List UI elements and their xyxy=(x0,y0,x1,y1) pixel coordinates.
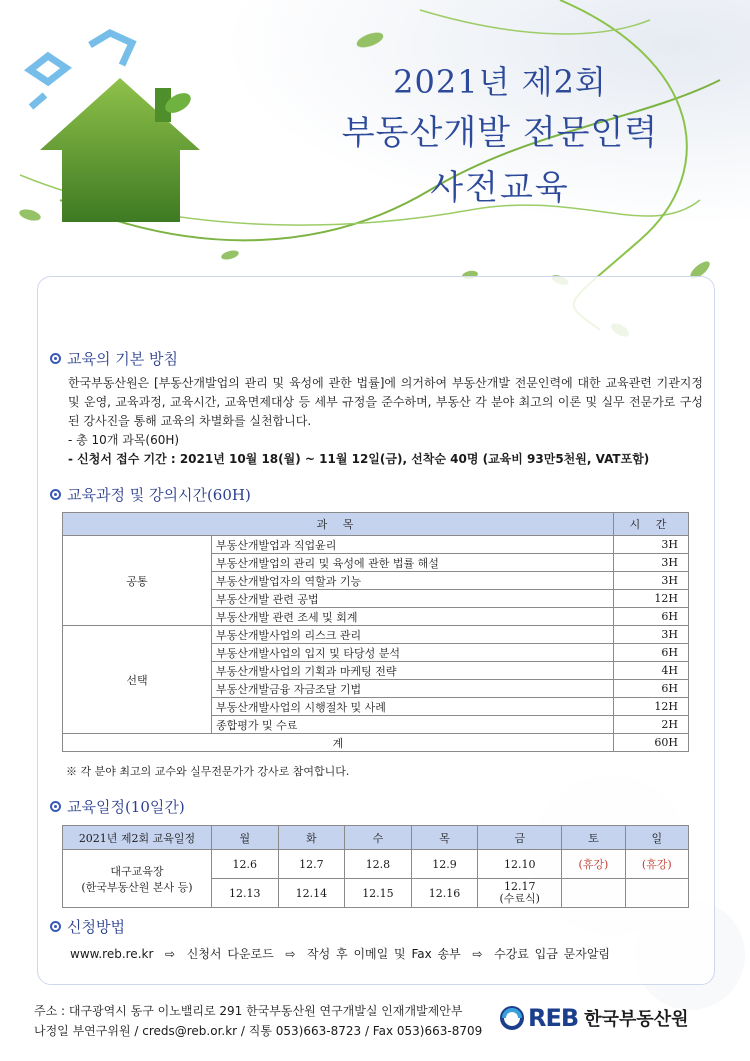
date-cell: 12.14 xyxy=(278,879,345,908)
total-label: 계 xyxy=(63,734,614,752)
hours-cell: 6H xyxy=(614,608,689,626)
course-table xyxy=(62,512,689,752)
hours-cell: 3H xyxy=(614,554,689,572)
title-line1: 2021년 제2회 xyxy=(393,63,607,101)
category-cell: 공통 xyxy=(63,536,212,626)
header-subject: 과 목 xyxy=(63,513,614,536)
footer-contact xyxy=(34,1001,482,1041)
date-cell: 12.9 xyxy=(411,850,478,879)
date-cell: 12.7 xyxy=(278,850,345,879)
footer-contact-info: 나정일 부연구위원 / creds@reb.or.kr / 직통 053)663-8723 / Fax 053)663-8709 xyxy=(34,1024,483,1038)
footer-address: 주소 : 대구광역시 동구 이노밸리로 291 한국부동산원 연구개발실 인재개발제안부 xyxy=(34,1004,463,1018)
rest-cell: (휴강) xyxy=(625,850,688,879)
table-row xyxy=(63,536,689,554)
apply-step: 작성 후 이메일 및 Fax 송부 xyxy=(307,947,461,961)
apply-step: 신청서 다운로드 xyxy=(186,947,274,961)
bullet-icon xyxy=(50,489,61,500)
policy-item: - 총 10개 과목(60H) xyxy=(68,433,180,447)
location-cell: 대구교육장 (한국부동산원 본사 등) xyxy=(63,850,212,908)
subject-cell: 부동산개발업과 직업윤리 xyxy=(212,536,614,554)
day-header: 수 xyxy=(345,826,412,850)
day-header: 토 xyxy=(562,826,625,850)
hours-cell: 3H xyxy=(614,626,689,644)
section-heading-schedule: 교육일정(10일간) xyxy=(50,796,185,817)
section-heading-policy: 교육의 기본 방침 xyxy=(50,348,178,369)
day-header: 월 xyxy=(212,826,279,850)
section-heading-course: 교육과정 및 강의시간(60H) xyxy=(50,484,251,505)
total-row xyxy=(63,734,689,752)
day-header: 일 xyxy=(625,826,688,850)
schedule-header-label: 2021년 제2회 교육일정 xyxy=(63,826,212,850)
title-line3: 사전교육 xyxy=(430,168,570,208)
bullet-icon xyxy=(50,801,61,812)
arrow-icon: ⇨ xyxy=(165,947,176,961)
subject-cell: 종합평가 및 수료 xyxy=(212,716,614,734)
date-cell: 12.15 xyxy=(345,879,412,908)
subject-cell: 부동산개발금융 자금조달 기법 xyxy=(212,680,614,698)
hours-cell: 12H xyxy=(614,590,689,608)
subject-cell: 부동산개발업의 관리 및 육성에 관한 법률 해설 xyxy=(212,554,614,572)
policy-paragraph: 한국부동산원은 [부동산개발업의 관리 및 육성에 관한 법률]에 의거하여 부동산개발 전문인력에 대한 교육관련 기관지정 및 운영, 교육과정, 교육시간, 교육면제대상 등 세부 규정을 준수하며, 부동산 각 분야 최고의 이론 및 실무 전문가로 구성된 강사진을 통해 교육의 차별화를 실천합니다. xyxy=(68,376,703,428)
bullet-icon xyxy=(50,353,61,364)
subject-cell: 부동산개발업자의 역할과 기능 xyxy=(212,572,614,590)
title-line2: 부동산개발 전문인력 xyxy=(341,113,659,153)
day-header: 화 xyxy=(278,826,345,850)
date-cell: 12.10 xyxy=(478,850,562,879)
apply-step: 수강료 입금 문자알림 xyxy=(494,947,611,961)
date-cell: 12.6 xyxy=(212,850,279,879)
policy-text xyxy=(68,374,703,469)
policy-item: - 신청서 접수 기간 : 2021년 10월 18(월) ~ 11월 12일(금), 선착순 40명 (교육비 93만5천원, VAT포함) xyxy=(68,452,650,466)
total-hours: 60H xyxy=(614,734,689,752)
header-time: 시 간 xyxy=(614,513,689,536)
category-cell: 선택 xyxy=(63,626,212,734)
hours-cell: 3H xyxy=(614,572,689,590)
hours-cell: 12H xyxy=(614,698,689,716)
subject-cell: 부동산개발사업의 시행절차 및 사례 xyxy=(212,698,614,716)
section-heading-apply: 신청방법 xyxy=(50,916,125,937)
reb-logo-icon xyxy=(500,1006,524,1030)
hours-cell: 6H xyxy=(614,680,689,698)
subject-cell: 부동산개발 관련 조세 및 회계 xyxy=(212,608,614,626)
subject-cell: 부동산개발사업의 기획과 마케팅 전략 xyxy=(212,662,614,680)
rest-cell: (휴강) xyxy=(562,850,625,879)
instructor-note: ※ 각 분야 최고의 교수와 실무전문가가 강사로 참여합니다. xyxy=(66,765,350,778)
bullet-icon xyxy=(50,921,61,932)
logo-name: 한국부동산원 xyxy=(584,1009,689,1030)
date-cell xyxy=(625,879,688,908)
page-title xyxy=(320,58,680,216)
date-cell: 12.17 (수료식) xyxy=(478,879,562,908)
arrow-icon: ⇨ xyxy=(472,947,483,961)
hours-cell: 3H xyxy=(614,536,689,554)
schedule-table xyxy=(62,825,689,908)
reb-logo xyxy=(500,1004,689,1032)
apply-steps xyxy=(70,945,610,962)
subject-cell: 부동산개발 관련 공법 xyxy=(212,590,614,608)
date-cell: 12.8 xyxy=(345,850,412,879)
date-cell: 12.13 xyxy=(212,879,279,908)
subject-cell: 부동산개발사업의 입지 및 타당성 분석 xyxy=(212,644,614,662)
hours-cell: 4H xyxy=(614,662,689,680)
subject-cell: 부동산개발사업의 리스크 관리 xyxy=(212,626,614,644)
table-row xyxy=(63,850,689,879)
hours-cell: 6H xyxy=(614,644,689,662)
day-header: 목 xyxy=(411,826,478,850)
date-cell: 12.16 xyxy=(411,879,478,908)
table-row xyxy=(63,626,689,644)
arrow-icon: ⇨ xyxy=(285,947,296,961)
day-header: 금 xyxy=(478,826,562,850)
logo-mark-text: REB xyxy=(528,1004,579,1032)
date-cell xyxy=(562,879,625,908)
hours-cell: 2H xyxy=(614,716,689,734)
site-link[interactable]: www.reb.re.kr xyxy=(70,947,154,961)
